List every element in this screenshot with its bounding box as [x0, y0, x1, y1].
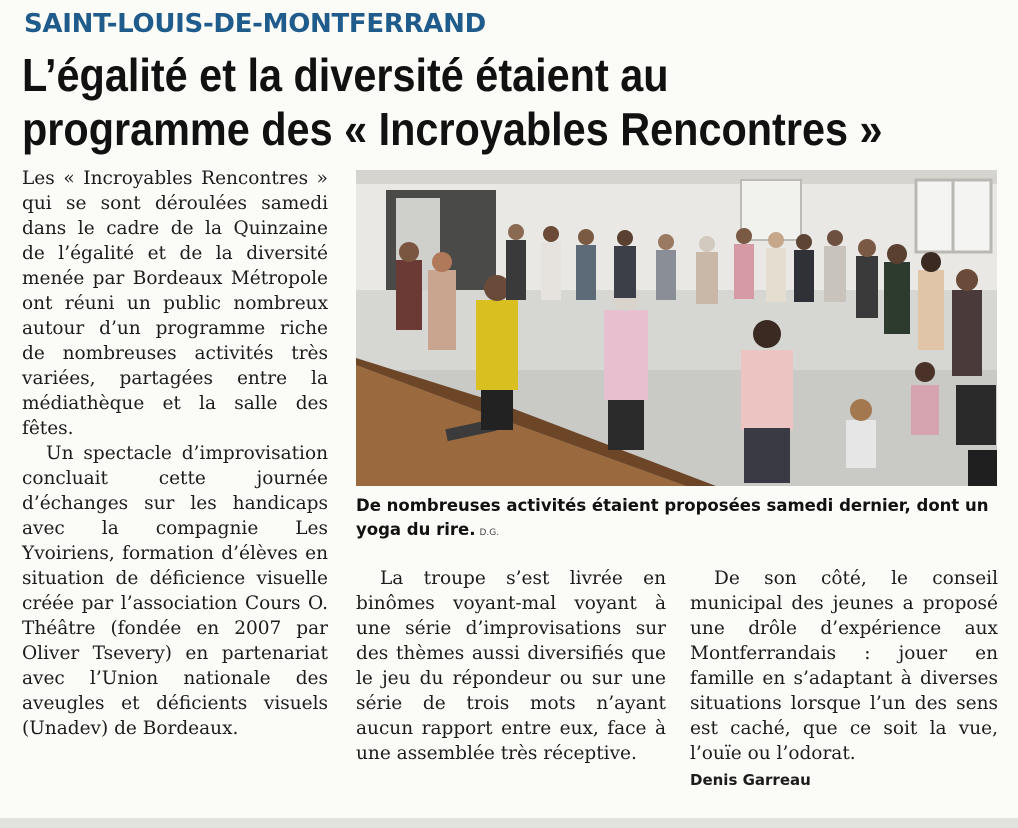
- headline-line-2: programme des « Incroyables Rencontres »: [22, 103, 883, 155]
- paragraph: De son côté, le conseil municipal des jeunes a proposé une drôle d’expérience aux Montferrandais : jouer en famille en s’adaptant à diverses situations lorsque l’un des sens est caché, que ce soit la vue, l’ouïe ou l’odorat.: [690, 568, 998, 764]
- page-bottom-edge: [0, 818, 1018, 828]
- paragraph: Les « Incroyables Rencontres » qui se sont déroulées samedi dans le cadre de la Quinzaine de l’égalité et de la diversité menée par Bordeaux Métropole ont réuni un public nombreux autour d’un programme riche de nombreuses activités très variées, partagées entre la médiathèque et la salle des fêtes.: [22, 168, 328, 439]
- paragraph: Un spectacle d’improvisation concluait cette journée d’échanges sur les handicaps avec la compagnie Les Yvoiriens, formation d’élèves en situation de déficience visuelle créée par l’association Cours O. Théâtre (fondée en 2007 par Oliver Tsevery) en partenariat avec l’Union nationale des aveugles et déficients visuels (Unadev) de Bordeaux.: [22, 443, 328, 739]
- photo-credit: D.G.: [479, 528, 500, 538]
- article-photo: [356, 170, 997, 486]
- headline-line-1: L’égalité et la diversité étaient au: [22, 49, 669, 101]
- caption-text: De nombreuses activités étaient proposées samedi dernier, dont un yoga du rire.: [356, 496, 989, 539]
- paragraph: La troupe s’est livrée en binômes voyant-mal voyant à une série d’improvisations sur des thèmes aussi diversifiés que le jeu du répondeur ou sur une série de trois mots n’ayant aucun rapport entre eux, face à une assemblée très réceptive.: [356, 568, 666, 764]
- yoga-photo-illustration: [356, 170, 997, 486]
- photo-caption: [356, 494, 998, 545]
- article-column-3: [690, 566, 998, 793]
- kicker-location: SAINT-LOUIS-DE-MONTFERRAND: [24, 9, 486, 39]
- author-byline: Denis Garreau: [690, 771, 811, 789]
- article-column-2: [356, 566, 666, 766]
- article-column-1: [22, 166, 328, 741]
- article-headline: [22, 48, 904, 156]
